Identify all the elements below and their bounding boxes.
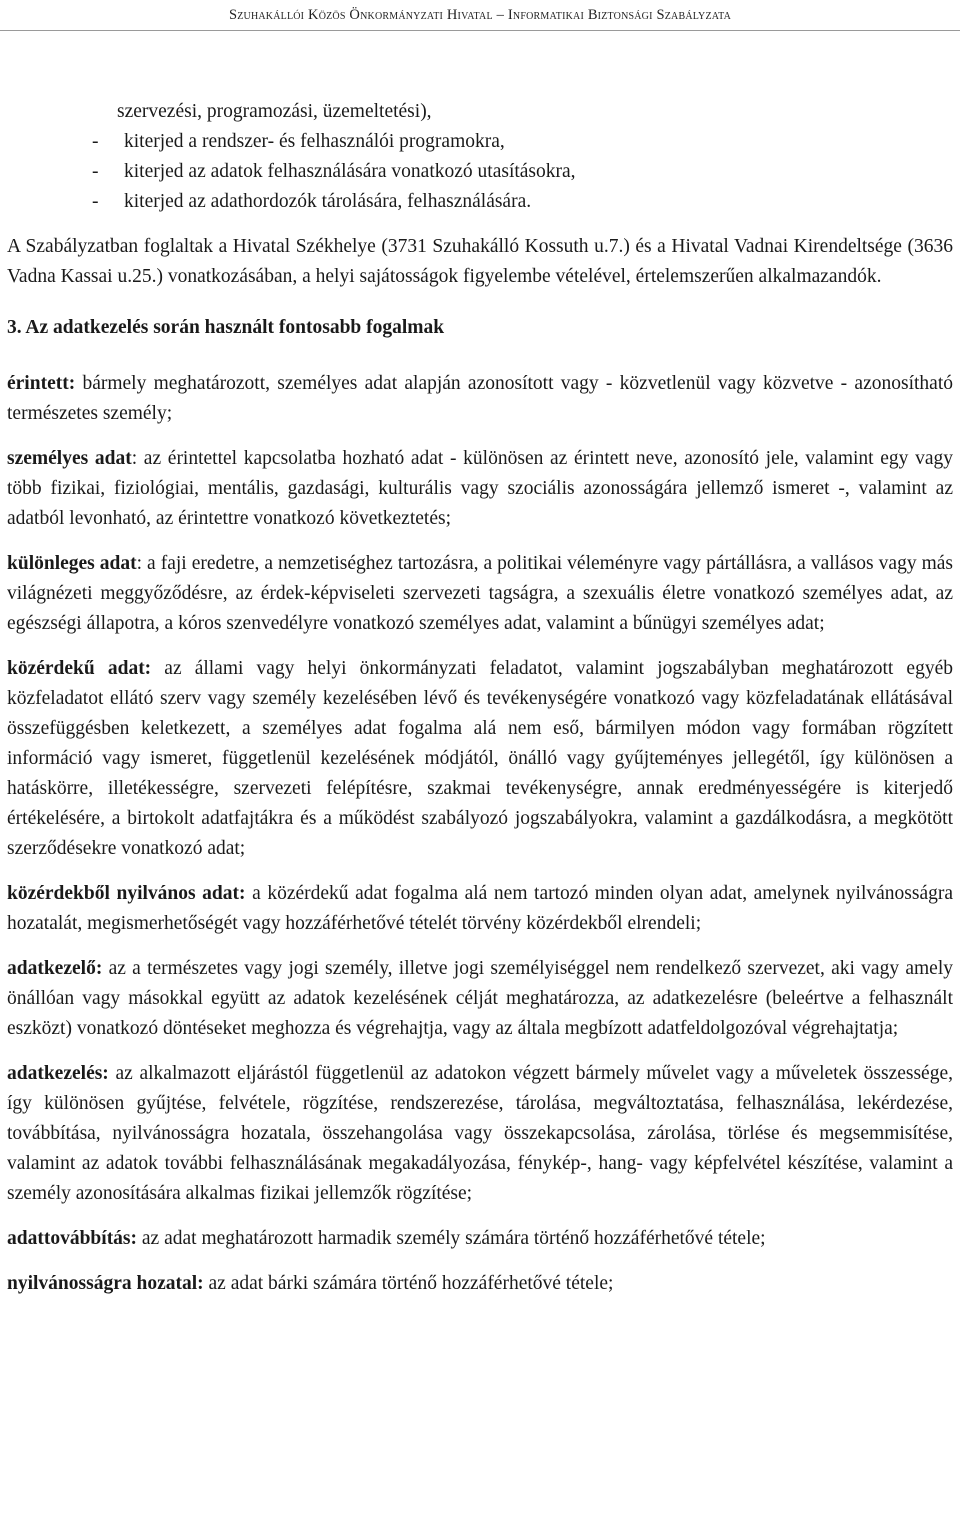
definition-text: : az érintettel kapcsolatba hozható adat - különösen az érintett neve, azonosító jele, valamint egy vagy több fizikai, fiziológiai, mentális, gazdasági, kulturális vagy szociális azonosságára jellemző ismeret -, valamint az adatból levonható, az érintettre vonatkozó következtetés; [7,448,953,529]
definition-text: : a faji eredetre, a nemzetiséghez tartozásra, a politikai véleményre vagy pártállásra, a vallásos vagy más világnézeti meggyőződésre, az érdek-képviseleti szervezeti tagságra, a szexuális életre vonatkozó személyes adat, az egészségi állapotra, a kóros szenvedélyre vonatkozó személyes adat, valamint a bűnügyi személyes adat; [7,553,953,634]
header-title: Szuhakállói Közös Önkormányzati Hivatal – Informatikai Biztonsági Szabályzata [228,7,732,23]
list-item-text: kiterjed az adathordozók tárolására, felhasználására. [124,191,532,212]
definition-text: az adat bárki számára történő hozzáférhetővé tétele; [203,1273,614,1294]
definition-text: az adat meghatározott harmadik személy számára történő hozzáférhetővé tétele; [137,1228,766,1249]
dash-marker: - [92,191,99,212]
page-header [0,0,960,31]
definition-term: érintett: [7,373,76,394]
list-item [7,187,953,217]
definition [7,879,953,939]
definitions-list [7,369,953,1299]
list-item-text: kiterjed a rendszer- és felhasználói programokra, [124,131,505,152]
definition-text: bármely meghatározott, személyes adat alapján azonosított vagy - közvetlenül vagy közvetve - azonosítható természetes személy; [7,373,953,424]
list-item [7,127,953,157]
list-continuation: szervezési, programozási, üzemeltetési), [117,101,432,122]
definition-term: adatkezelés: [7,1063,109,1084]
definition [7,1269,953,1299]
scope-paragraph: A Szabályzatban foglaltak a Hivatal Székhelye (3731 Szuhakálló Kossuth u.7.) és a Hivatal Vadnai Kirendeltsége (3636 Vadna Kassai u.25.) vonatkozásában, a helyi sajátosságok figyelembe vételével, értelemszerűen alkalmazandók. [7,236,953,287]
bullet-list [7,127,953,217]
definition-term: adattovábbítás: [7,1228,138,1249]
definition-term: közérdekből nyilvános adat: [7,883,246,904]
definition [7,954,953,1044]
definition [7,1224,953,1254]
definition-text: az a természetes vagy jogi személy, illetve jogi személyiséggel nem rendelkező szervezet, aki vagy amely önállóan vagy másokkal együtt az adatok kezelésének célját meghatározza, az adatkezelésre (beleértve a felhasznált eszközt) vonatkozó döntéseket meghozza és végrehajtja, vagy az általa megbízott adatfeldolgozóval végrehajtatja; [7,958,953,1039]
definition-text: az állami vagy helyi önkormányzati feladatot, valamint jogszabályban meghatározott egyéb közfeladatot ellátó szerv vagy személy kezelésében lévő és tevékenységére vonatkozó vagy közfeladatának ellátásával összefüggésben keletkezett, a személyes adat fogalma alá nem eső, bármilyen módon vagy formában rögzített információ vagy ismeret, függetlenül kezelésének módjától, önálló vagy gyűjteményes jellegétől, így különösen a hatáskörre, illetékességre, szervezeti felépítésre, szakmai tevékenységre, annak eredményességére is kiterjedő értékelésére, a birtokolt adatfajtákra és a működést szabályozó jogszabályokra, valamint a gazdálkodásra, a megkötött szerződésekre vonatkozó adat; [7,658,953,859]
definition-term: adatkezelő: [7,958,103,979]
dash-marker: - [92,161,99,182]
list-item [7,157,953,187]
dash-marker: - [92,131,99,152]
section-heading: 3. Az adatkezelés során használt fontosabb fogalmak [7,317,445,338]
definition [7,1059,953,1209]
list-item-text: kiterjed az adatok felhasználására vonatkozó utasításokra, [124,161,576,182]
document-body [7,97,953,1299]
definition-term: nyilvánosságra hozatal: [7,1273,204,1294]
definition-text: a közérdekű adat fogalma alá nem tartozó minden olyan adat, amelynek nyilvánosságra hozatalát, megismerhetőségét vagy hozzáférhetővé tételét törvény közérdekből elrendeli; [7,883,953,934]
definition-term: közérdekű adat: [7,658,152,679]
definition [7,369,953,429]
definition-term: különleges adat [7,553,137,574]
definition [7,444,953,534]
definition [7,549,953,639]
definition-text: az alkalmazott eljárástól függetlenül az adatokon végzett bármely művelet vagy a műveletek összessége, így különösen gyűjtése, felvétele, rögzítése, rendszerezése, tárolása, megváltoztatása, felhasználása, lekérdezése, továbbítása, nyilvánosságra hozatala, összehangolása vagy összekapcsolása, zárolása, törlése és megsemmisítése, valamint az adatok további felhasználásának megakadályozása, fénykép-, hang- vagy képfelvétel készítése, valamint a személy azonosítására alkalmas fizikai jellemzők rögzítése; [7,1063,953,1204]
definition-term: személyes adat [7,448,132,469]
definition [7,654,953,864]
